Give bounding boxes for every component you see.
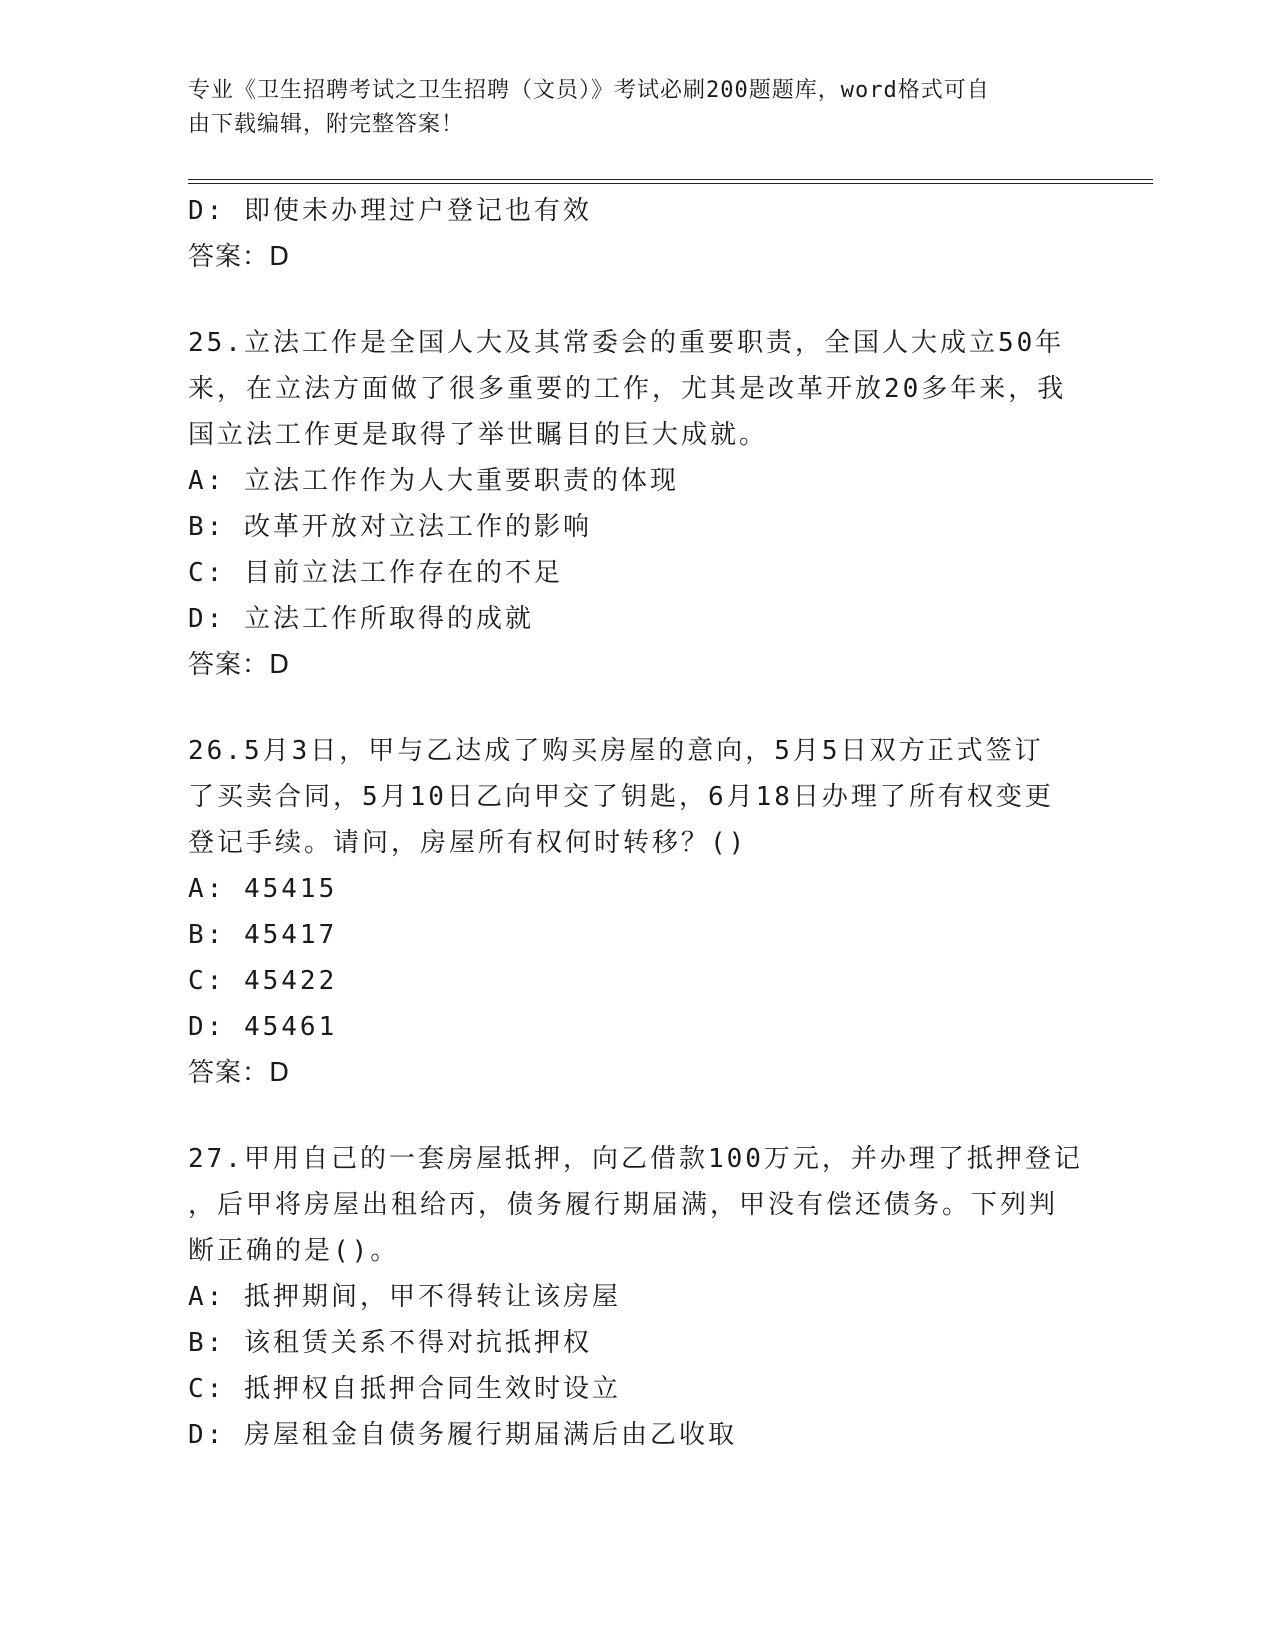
option-a: A: 立法工作作为人大重要职责的体现 <box>188 466 679 496</box>
option-a: A: 45415 <box>188 874 338 904</box>
spacer <box>188 688 1088 728</box>
option-a: A: 抵押期间，甲不得转让该房屋 <box>188 1282 621 1312</box>
answer-line: 答案：D <box>188 1058 291 1088</box>
option-d: D: 45461 <box>188 1012 338 1042</box>
question-text-line: 断正确的是()。 <box>188 1236 400 1266</box>
option-b: B: 45417 <box>188 920 338 950</box>
question-24-tail <box>188 188 1088 280</box>
question-text-line: 27.甲用自己的一套房屋抵押，向乙借款100万元，并办理了抵押登记 <box>188 1144 1083 1174</box>
question-26 <box>188 728 1088 1096</box>
option-b: B: 改革开放对立法工作的影响 <box>188 512 592 542</box>
option-d: D: 房屋租金自债务履行期届满后由乙收取 <box>188 1420 737 1450</box>
option-c: C: 45422 <box>188 966 338 996</box>
header-line-2: 由下载编辑，附完整答案！ <box>188 112 465 137</box>
option-b: B: 该租赁关系不得对抗抵押权 <box>188 1328 592 1358</box>
document-body <box>188 188 1088 1458</box>
answer-line: 答案：D <box>188 242 291 272</box>
question-25 <box>188 320 1088 688</box>
header-line-1: 专业《卫生招聘考试之卫生招聘（文员）》考试必刷200题题库，word格式可自 <box>188 78 990 103</box>
option-c: C: 抵押权自抵押合同生效时设立 <box>188 1374 621 1404</box>
document-header <box>188 74 1068 142</box>
header-rule-top <box>188 179 1153 180</box>
question-text-line: 来，在立法方面做了很多重要的工作，尤其是改革开放20多年来，我 <box>188 374 1067 404</box>
question-text-line: 登记手续。请问，房屋所有权何时转移？() <box>188 828 748 858</box>
option-d: D: 即使未办理过户登记也有效 <box>188 196 592 226</box>
header-rule-bottom <box>188 183 1153 184</box>
question-text-line: 国立法工作更是取得了举世瞩目的巨大成就。 <box>188 420 769 450</box>
question-text-line: 25.立法工作是全国人大及其常委会的重要职责，全国人大成立50年 <box>188 328 1065 358</box>
question-text-line: 26.5月3日，甲与乙达成了购买房屋的意向，5月5日双方正式签订 <box>188 736 1044 766</box>
option-c: C: 目前立法工作存在的不足 <box>188 558 563 588</box>
question-27 <box>188 1136 1088 1458</box>
question-text-line: 了买卖合同，5月10日乙向甲交了钥匙，6月18日办理了所有权变更 <box>188 782 1054 812</box>
spacer <box>188 1096 1088 1136</box>
spacer <box>188 280 1088 320</box>
option-d: D: 立法工作所取得的成就 <box>188 604 534 634</box>
question-text-line: ，后甲将房屋出租给丙，债务履行期届满，甲没有偿还债务。下列判 <box>188 1190 1059 1220</box>
answer-line: 答案：D <box>188 650 291 680</box>
